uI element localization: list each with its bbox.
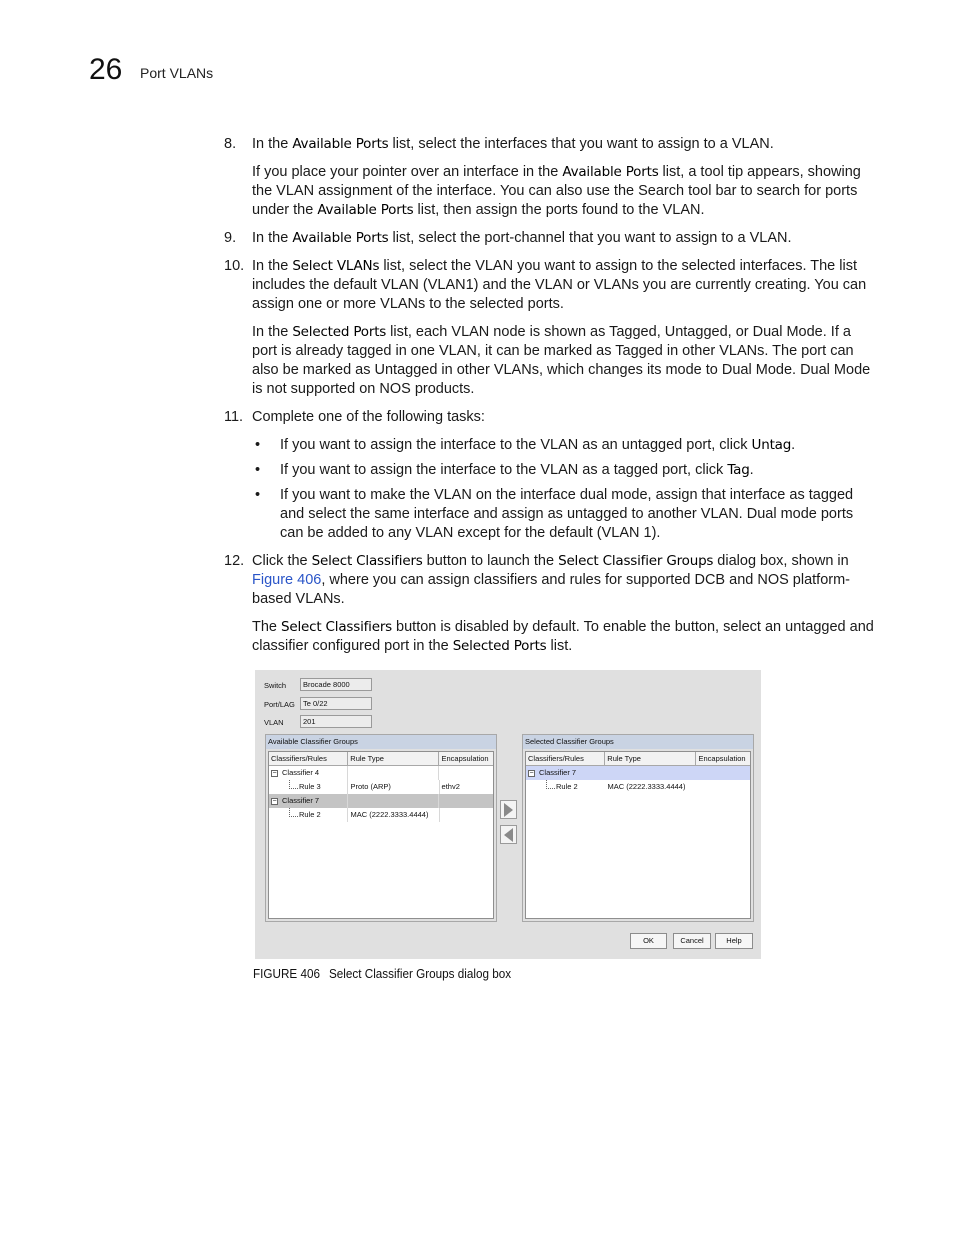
tree-cell [526, 780, 605, 794]
collapse-icon[interactable]: − [529, 769, 534, 777]
switch-field: Brocade 8000 [300, 678, 372, 691]
available-classifier-groups-panel [265, 734, 497, 922]
para-text: button is disabled by default. To enable the button, select an untagged and classifier configured port in the [252, 619, 874, 654]
para-text: list, then assign the ports found to the VLAN. [413, 202, 705, 218]
step-12-note [224, 618, 874, 656]
row-name: Rule 3 [299, 782, 321, 791]
rule-type-cell: Proto (ARP) [348, 780, 439, 794]
cancel-button[interactable]: Cancel [673, 933, 711, 949]
tree-cell [269, 794, 348, 808]
step-text: In the [252, 136, 293, 152]
add-arrow-button[interactable] [500, 800, 517, 819]
vlan-field: 201 [300, 715, 372, 728]
encapsulation-cell [440, 808, 493, 822]
tree-row-rule-2[interactable] [526, 780, 750, 794]
ui-term: Select Classifiers [281, 619, 393, 635]
step-10-note [224, 323, 874, 399]
bullet-text: . [749, 462, 754, 478]
step-text: list, select the VLAN you want to assign to the selected interfaces. The list includes the default VLAN (VLAN1) and the VLAN or VLANs you are currently creating. You can assign one or more VLANs to the selected ports. [252, 258, 867, 312]
bullet-icon: • [255, 462, 261, 478]
chapter-number: 26 [89, 53, 123, 86]
table-header [269, 752, 493, 766]
step-text: In the [252, 230, 293, 246]
step-number: 10. [224, 258, 245, 274]
step-text: Click the [252, 553, 312, 569]
ok-button[interactable]: OK [630, 933, 667, 949]
step-9 [224, 229, 874, 248]
ui-term: Select Classifiers [311, 553, 423, 569]
encapsulation-cell [696, 766, 750, 780]
column-header[interactable]: Rule Type [605, 752, 696, 765]
bullet-item [224, 461, 874, 480]
ui-term: Tag [727, 462, 750, 478]
switch-label: Switch [264, 681, 287, 690]
step-text: button to launch the [422, 553, 559, 569]
step-text: list, select the port-channel that you want to assign to a VLAN. [388, 230, 792, 246]
encapsulation-cell [439, 766, 493, 780]
vlan-label: VLAN [264, 718, 284, 727]
encapsulation-cell [697, 780, 750, 794]
rule-type-cell [348, 794, 439, 808]
step-text: dialog box, shown in [713, 553, 849, 569]
row-name: Classifier 4 [282, 768, 320, 777]
encapsulation-cell [439, 794, 493, 808]
step-11 [224, 408, 874, 427]
tree-connector [289, 780, 298, 789]
figure-title: Select Classifier Groups dialog box [328, 966, 512, 981]
help-button[interactable]: Help [715, 933, 753, 949]
step-number: 8. [224, 136, 237, 152]
row-name: Classifier 7 [539, 768, 577, 777]
ui-term: Selected Ports [452, 638, 547, 654]
step-8 [224, 135, 874, 154]
para-text: The [252, 619, 282, 635]
para-text: list, a tool tip appears, showing the VLAN assignment of the interface. You can also use the Search tool bar to search for ports under the [252, 164, 861, 218]
ui-term: Select VLANs [292, 258, 380, 274]
step-number: 11. [224, 409, 244, 425]
ui-term: Selected Ports [292, 324, 387, 340]
rule-type-cell: MAC (2222.3333.4444) [607, 782, 686, 791]
select-classifier-groups-dialog [255, 670, 761, 959]
bullet-item [224, 436, 874, 455]
available-classifier-table [268, 751, 494, 919]
rule-type-cell: MAC (2222.3333.4444) [348, 808, 439, 822]
selected-classifier-table [525, 751, 751, 919]
port-lag-field: Te 0/22 [300, 697, 372, 710]
ui-term: Available Ports [562, 164, 659, 180]
ui-term: Available Ports [292, 230, 389, 246]
tree-cell [269, 766, 348, 780]
tree-row-classifier-7[interactable] [526, 766, 750, 780]
column-header[interactable]: Rule Type [348, 752, 439, 765]
bullet-text: If you want to assign the interface to the VLAN as an untagged port, click [280, 437, 752, 453]
tree-row-classifier-7[interactable] [269, 794, 493, 808]
bullet-text: . [791, 437, 796, 453]
bullet-text: If you want to assign the interface to the VLAN as a tagged port, click [280, 462, 728, 478]
arrow-right-icon [504, 803, 513, 817]
para-text: In the [252, 324, 293, 340]
encapsulation-cell: ethv2 [441, 782, 460, 791]
step-text: Complete one of the following tasks: [252, 409, 485, 425]
column-header[interactable]: Encapsulation [441, 754, 489, 763]
rule-type-cell [605, 766, 696, 780]
arrow-left-icon [504, 828, 513, 842]
step-8-note [224, 163, 874, 220]
tree-connector [546, 780, 555, 789]
tree-row-classifier-4[interactable] [269, 766, 493, 780]
column-header[interactable]: Classifiers/Rules [269, 752, 348, 765]
ui-term: Available Ports [292, 136, 389, 152]
ui-term: Select Classifier Groups [558, 553, 714, 569]
para-text: If you place your pointer over an interface in the [252, 164, 563, 180]
figure-caption [253, 966, 511, 981]
bullet-icon: • [255, 487, 261, 503]
para-text: list, each VLAN node is shown as Tagged, Untagged, or Dual Mode. If a port is already tagged in one VLAN, it can be marked as Tagged in other VLANs. The port can also be marked as Untagged in other VLANs, which changes its mode to Dual Mode. Dual Mode is not supported on NOS products. [252, 324, 871, 397]
rule-type-cell [348, 766, 439, 780]
port-lag-label: Port/LAG [264, 700, 295, 709]
procedure-steps [224, 135, 874, 665]
column-header[interactable]: Classifiers/Rules [526, 752, 605, 765]
step-12 [224, 552, 874, 609]
row-name: Rule 2 [556, 782, 578, 791]
panel-title: Available Classifier Groups [266, 735, 496, 749]
tree-connector [289, 808, 298, 817]
ui-term: Available Ports [317, 202, 414, 218]
step-number: 12. [224, 553, 245, 569]
tree-cell [269, 808, 348, 822]
tree-row-rule-2[interactable] [269, 808, 493, 822]
bullet-item [224, 486, 874, 543]
tree-cell [269, 780, 348, 794]
step-10 [224, 257, 874, 314]
step-text: In the [252, 258, 293, 274]
collapse-icon[interactable]: − [272, 797, 277, 805]
row-name: Rule 2 [299, 810, 321, 819]
panel-title: Selected Classifier Groups [523, 735, 753, 749]
step-number: 9. [224, 230, 237, 246]
step-text: , where you can assign classifiers and rules for supported DCB and NOS platform-based VLANs. [252, 572, 851, 607]
step-text: list, select the interfaces that you want to assign to a VLAN. [388, 136, 774, 152]
figure-link[interactable]: Figure 406 [252, 572, 322, 588]
collapse-icon[interactable]: − [272, 769, 277, 777]
para-text: list. [546, 638, 573, 654]
selected-classifier-groups-panel [522, 734, 754, 922]
ui-term: Untag [751, 437, 792, 453]
row-name: Classifier 7 [282, 796, 320, 805]
remove-arrow-button[interactable] [500, 825, 517, 844]
chapter-title: Port VLANs [140, 65, 214, 81]
table-header [526, 752, 750, 766]
column-header[interactable]: Encapsulation [698, 754, 746, 763]
tree-row-rule-3[interactable] [269, 780, 493, 794]
figure-label: FIGURE 406 [253, 966, 320, 981]
bullet-icon: • [255, 437, 261, 453]
tree-cell [526, 766, 605, 780]
bullet-text: If you want to make the VLAN on the interface dual mode, assign that interface as tagged and select the same interface and assign as untagged to another VLAN. Dual mode ports can be added to any VLAN except for the default (VLAN 1). [280, 487, 854, 541]
